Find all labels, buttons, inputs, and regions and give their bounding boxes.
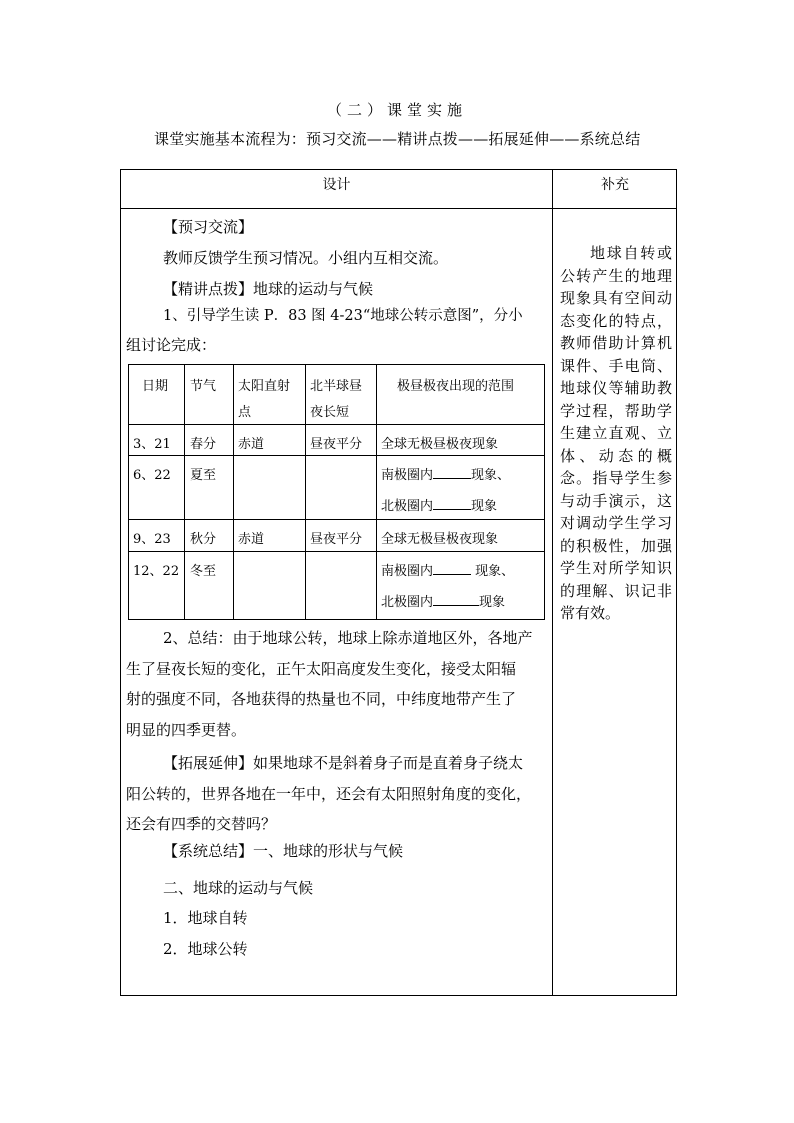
outline-item-2-2: 2．地球公转 bbox=[163, 940, 248, 958]
row1-term: 春分 bbox=[190, 437, 217, 452]
supplement-text: 地球自转或公转产生的地理现象具有空间动态变化的特点，教师借助计算机课件、手电筒、地球仪等辅助教学过程，帮助学生建立直观、立体、动态的概念。指导学生参与动手演示，这对调动学生学习的积极性，加强学生对所学知识的理解、识记非常有效。 bbox=[560, 244, 672, 622]
preview-text: 教师反馈学生预习情况。小组内互相交流。 bbox=[163, 249, 449, 267]
header-polar: 极昼极夜出现的范围 bbox=[397, 379, 515, 394]
row3-nh: 昼夜平分 bbox=[310, 532, 363, 547]
row3-date: 9、23 bbox=[133, 532, 171, 547]
header-date: 日期 bbox=[142, 379, 169, 394]
row3-term: 秋分 bbox=[190, 532, 217, 547]
header-nh-line2: 夜长短 bbox=[310, 405, 350, 420]
row3-polar: 全球无极昼极夜现象 bbox=[381, 532, 499, 547]
row4-polar-north: 北极圈内 现象 bbox=[381, 595, 506, 610]
row2-date: 6、22 bbox=[133, 468, 171, 483]
col-line-1 bbox=[184, 365, 185, 619]
row1-sun: 赤道 bbox=[238, 437, 265, 452]
step1-line1: 1、引导学生读 P．83 图 4-23“地球公转示意图”，分小 bbox=[163, 308, 523, 324]
flow-text: 课堂实施基本流程为：预习交流——精讲点拨——拓展延伸——系统总结 bbox=[154, 130, 641, 148]
seasons-table bbox=[128, 364, 545, 620]
summary-line3: 射的强度不同，各地获得的热量也不同，中纬度地带产生了 bbox=[126, 690, 517, 708]
row-line-2 bbox=[129, 455, 544, 456]
row2-polar-north: 北极圈内 现象 bbox=[381, 499, 498, 514]
row4-term: 冬至 bbox=[190, 564, 217, 579]
header-sun-line1: 太阳直射 bbox=[238, 379, 291, 394]
header-sun-line2: 点 bbox=[238, 405, 252, 420]
row1-date: 3、21 bbox=[133, 437, 171, 452]
system-summary: 【系统总结】一、地球的形状与气候 bbox=[163, 842, 404, 860]
row2-term: 夏至 bbox=[190, 468, 217, 483]
row-line-4 bbox=[129, 551, 544, 552]
row-line-3 bbox=[129, 519, 544, 520]
explain-heading: 【精讲点拨】地球的运动与气候 bbox=[163, 280, 374, 298]
extend-line2: 阳公转的，世界各地在一年中，还会有太阳照射角度的变化， bbox=[126, 785, 532, 803]
extend-line1: 【拓展延伸】如果地球不是斜着身子而是直着身子绕太 bbox=[163, 754, 524, 772]
row2-polar-south: 南极圈内 现象、 bbox=[381, 468, 511, 483]
outline-item-2-1: 1．地球自转 bbox=[163, 909, 248, 927]
row4-date: 12、22 bbox=[133, 564, 180, 579]
row3-sun: 赤道 bbox=[238, 532, 265, 547]
summary-line4: 明显的四季更替。 bbox=[126, 721, 247, 739]
supplement-header: 补充 bbox=[601, 177, 629, 193]
header-term: 节气 bbox=[190, 379, 217, 394]
col-line-3 bbox=[305, 365, 306, 619]
col-line-4 bbox=[376, 365, 377, 619]
header-nh-line1: 北半球昼 bbox=[310, 379, 363, 394]
step1-line2: 组讨论完成： bbox=[126, 336, 217, 354]
design-header: 设计 bbox=[322, 177, 351, 193]
header-divider bbox=[121, 208, 676, 209]
preview-heading: 【预习交流】 bbox=[163, 218, 254, 236]
row1-polar: 全球无极昼极夜现象 bbox=[381, 437, 499, 452]
outline-item-2: 二、地球的运动与气候 bbox=[163, 879, 314, 897]
column-divider bbox=[552, 170, 553, 995]
summary-line2: 生了昼夜长短的变化，正午太阳高度发生变化，接受太阳辐 bbox=[126, 660, 517, 678]
col-line-2 bbox=[233, 365, 234, 619]
row-line-1 bbox=[129, 424, 544, 425]
lesson-table bbox=[120, 169, 677, 996]
row4-polar-south: 南极圈内 现象、 bbox=[381, 564, 515, 579]
row1-nh: 昼夜平分 bbox=[310, 437, 363, 452]
summary-line1: 2、总结：由于地球公转，地球上除赤道地区外，各地产 bbox=[163, 629, 533, 647]
extend-line3: 还会有四季的交替吗？ bbox=[126, 815, 277, 833]
section-title: （二）课堂实施 bbox=[326, 101, 467, 119]
